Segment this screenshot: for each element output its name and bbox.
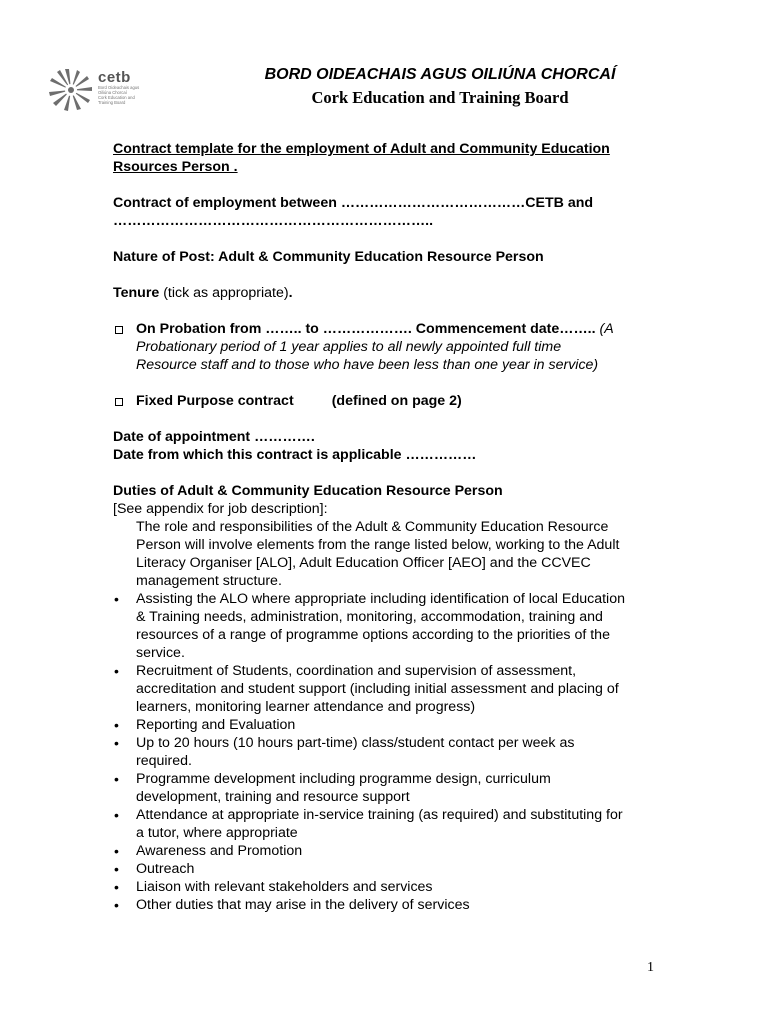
probation-option <box>113 320 673 374</box>
duty-item: • Recruitment of Students, coordination and supervision of assessment, accreditation and student support (including initial assessment and placing of learners, monitoring learner attendance and progress) <box>113 662 673 716</box>
tenure-line <box>113 284 673 302</box>
fixed-purpose-option <box>113 392 673 410</box>
duty-item: • Awareness and Promotion <box>113 842 673 860</box>
contract-between <box>113 194 673 230</box>
board-title-irish: BORD OIDEACHAIS AGUS OILIÚNA CHORCAÍ <box>264 66 616 83</box>
duty-item: • Up to 20 hours (10 hours part-time) class/student contact per week as required. <box>113 734 673 770</box>
tenure-dot: . <box>288 285 293 301</box>
document-heading <box>113 140 673 176</box>
fixed-purpose-note: (defined on page 2) <box>331 393 462 409</box>
probation-checkbox[interactable] <box>115 326 123 334</box>
duties-heading: Duties of Adult & Community Education Resource Person <box>113 483 503 499</box>
logo-line: Cork Education and <box>98 95 135 100</box>
duties-intro-line: The role and responsibilities of the Adult & Community Education Resource <box>136 519 609 535</box>
duty-item: • Liaison with relevant stakeholders and services <box>113 878 673 896</box>
page-number: 1 <box>647 960 654 975</box>
date-applicable: Date from which this contract is applicable …………… <box>113 447 477 463</box>
duties-appendix: [See appendix for job description]: <box>113 501 328 517</box>
contract-line: ………………………………………………………….. <box>113 213 434 229</box>
logo-line: Oiliúna Chorcaí <box>98 90 127 95</box>
probation-note: (A <box>595 321 614 337</box>
document-heading-line: Rsources Person . <box>113 159 238 175</box>
duties-list <box>113 590 673 914</box>
duties-section <box>113 482 673 914</box>
tenure-note: (tick as appropriate) <box>159 285 289 301</box>
probation-note: Probationary period of 1 year applies to all newly appointed full time <box>136 339 562 355</box>
dates-block <box>113 428 673 464</box>
document-heading-line: Contract template for the employment of Adult and Community Education <box>113 141 610 157</box>
duties-intro-line: management structure. <box>136 573 282 589</box>
board-title-english: Cork Education and Training Board <box>311 88 569 107</box>
contract-line: Contract of employment between …………………………………CETB and <box>113 195 594 211</box>
fixed-purpose-checkbox[interactable] <box>115 398 123 406</box>
duties-intro <box>113 518 673 590</box>
logo-line: Training Board <box>98 100 126 105</box>
duties-intro-line: Person will involve elements from the range listed below, working to the Adult <box>136 537 620 553</box>
logo-wordmark: cetb <box>98 69 131 86</box>
duty-item: • Other duties that may arise in the delivery of services <box>113 896 673 914</box>
duties-intro-line: Literacy Organiser [ALO], Adult Education Officer [AEO] and the CCVEC <box>136 555 591 571</box>
duty-item: • Attendance at appropriate in-service training (as required) and substituting for a tutor, where appropriate <box>113 806 673 842</box>
duty-item: • Reporting and Evaluation <box>113 716 673 734</box>
date-of-appointment: Date of appointment …………. <box>113 429 315 445</box>
nature-of-post: Nature of Post: Adult & Community Education Resource Person <box>113 249 544 265</box>
duty-item: • Assisting the ALO where appropriate including identification of local Education & Training needs, administration, monitoring, accommodation, training and resources of a range of programme options according to the priorities of the service. <box>113 590 673 662</box>
probation-text: On Probation from …….. to ………………. Commencement date…….. <box>136 321 596 337</box>
duty-item: • Programme development including programme design, curriculum development, training and resource support <box>113 770 673 806</box>
logo-line: Bord Oideachais agus <box>98 85 140 90</box>
duty-item: • Outreach <box>113 860 673 878</box>
probation-note: Resource staff and to those who have been less than one year in service) <box>136 357 599 373</box>
tenure-label: Tenure <box>113 285 160 301</box>
document-body <box>113 140 673 914</box>
fixed-purpose-label: Fixed Purpose contract <box>136 393 294 409</box>
